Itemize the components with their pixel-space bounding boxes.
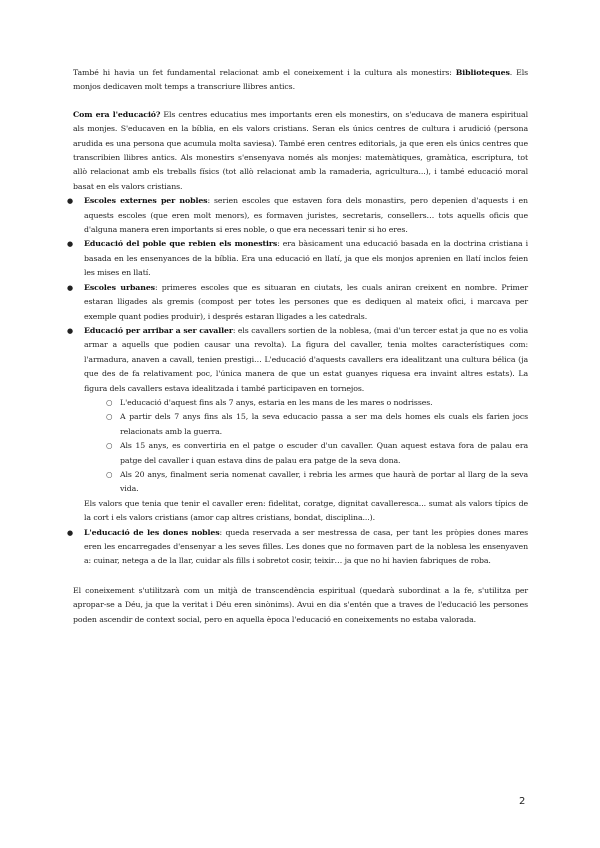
- list-item-cavaller: [73, 324, 528, 526]
- list-item-dones-nobles: [73, 526, 528, 569]
- sub-list-item: ○ A partir dels 7 anys fins als 15, la seva educacio passa a ser ma dels homes els cuals els farien jocs relacionats amb la guerra.: [84, 410, 528, 439]
- intro-rest: . Els monjos dedicaven molt temps a transcriure llibres antics.: [73, 68, 528, 92]
- list-item-title: Escoles externes per nobles: [84, 196, 208, 206]
- list-item-title: Escoles urbanes: [84, 282, 155, 292]
- sub-list-item: ○ L'educació d'aquest fins als 7 anys, estaria en les mans de les mares o nodrisses.: [84, 396, 528, 410]
- list-item-title: L'educació de les dones nobles: [84, 527, 220, 537]
- intro-paragraph: [73, 66, 528, 95]
- list-item-text: : serien escoles que estaven fora dels monastirs, pero depenien d'aquests i en aquests escoles (que eren molt menors), es formaven juristes, secretaris, consellers… tots aquells oficis que d'alguna manera eren importants si eres noble, o que era necessari tenir si ho eres.: [84, 196, 528, 235]
- list-item-escoles-externes: [73, 194, 528, 237]
- education-types-list: [73, 194, 528, 569]
- education-heading: Com era l'educació?: [73, 109, 161, 119]
- list-item-educacio-poble: [73, 237, 528, 280]
- list-item-title: Educació per arribar a ser cavaller: [84, 325, 233, 335]
- list-item-text: : queda reservada a ser mestressa de casa, per tant les pròpies dones mares eren les encarregades d'ensenyar a les seves filles. Les dones que no formaven part de la noblesa les ensenyaven a: cuinar, netega a de la llar, cuidar als fills i sobretot cosir, teixir… ja que no hi havien fabriques de roba.: [84, 527, 528, 566]
- sub-list-item: ○ Als 15 anys, es convertiria en el patge o escuder d'un cavaller. Quan aquest estava fora de palau era patge del cavaller i quan estava dins de palau era patge de la seva dona.: [84, 439, 528, 468]
- list-item-title: Educació del poble que rebien els monestirs: [84, 239, 278, 249]
- list-item-text: : era bàsicament una educació basada en la doctrina cristiana i basada en les ensenyances de la bíblia. Era una educació en llatí, ja que els monjos aprenien en llatí inclos feien les mises en llatí.: [84, 239, 528, 278]
- cavaller-values-text: Els valors que tenia que tenir el cavaller eren: fidelitat, coratge, dignitat cavalleresca... sumat als valors típics de la cort i els valors cristians (amor cap altres cristians, bondat, disciplina...).: [84, 498, 528, 523]
- intro-text: També hi havia un fet fundamental relacionat amb el coneixement i la cultura als monestirs:: [73, 68, 456, 77]
- closing-paragraph: El coneixement s'utilitzarà com un mitjà de transcendència espiritual (quedarà subordinat a la fe, s'utilitza per apropar-se a Déu, ja que la veritat i Déu eren sinònims). Avui en dia s'entén que a traves de l'educació les persones poden ascendir de context social, pero en aquella època l'educació en coneixements no estaba valorada.: [73, 585, 528, 624]
- education-paragraph: [73, 108, 528, 194]
- list-item-text: : els cavallers sortien de la noblesa, (mai d'un tercer estat ja que no es volia armar a aquells que podien causar una revolta). La figura del cavaller, tenia moltes característiques com: l'armadura, anaven a cavall, tenien prestigi… L'educació d'aquests cavallers era idealitzant una cultura bélica (ja que des de fa relativament poc, l'única manera de que un estat guanyes riquesa era invaint altres estats). La figura dels cavallers estava idealitzada i també participaven en tornejos.: [84, 325, 528, 393]
- list-item-escoles-urbanes: [73, 281, 528, 324]
- page-number: 2: [519, 796, 526, 807]
- list-item-text: : primeres escoles que es situaran en ciutats, les cuals aniran creixent en nombre. Primer estaran lligades als gremis (compost per totes les persones que es dediquen al mateix ofici, i marcava per exemple quant podies produir), i després estaran lligades a les catedrals.: [84, 282, 528, 321]
- cavaller-stages-list: [84, 396, 528, 497]
- intro-bold-term: Biblioteques: [455, 68, 510, 77]
- education-text: Els centres educatius mes importants eren els monestirs, on s'educava de manera espiritual als monjes. S'educaven en la bíblia, en els valors cristians. Seran els únics centres de cultura i arudició (persona arudida es una persona que acumula molta saviesa). També eren centres editorials, ja que eren els únics centres que transcribien llibres antics. Als monestirs s'ensenyava només als monjes: matemàtiques, gramàtica, escriptura, tot allò relacionat amb els treballs físics (tot allò relacionat amb la ramaderia, agricultura...), i també educació moral basat en els valors cristians.: [73, 109, 528, 191]
- page-content: [73, 66, 528, 627]
- sub-list-item: ○ Als 20 anys, finalment seria nomenat cavaller, i rebria les armes que haurà de portar al llarg de la seva vida.: [84, 468, 528, 497]
